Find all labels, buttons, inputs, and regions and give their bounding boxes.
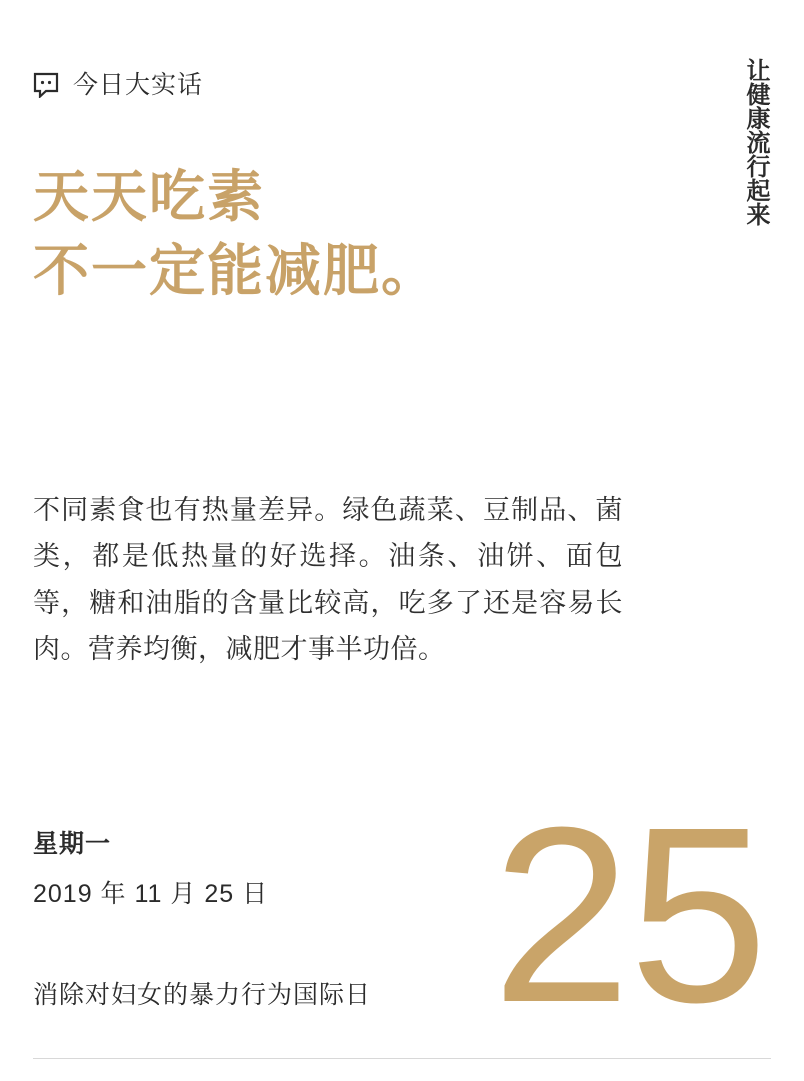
full-date-label: 2019 年 11 月 25 日 — [33, 880, 269, 908]
weekday-label: 星期一 — [33, 830, 112, 858]
headline-line-1: 天天吃素 — [33, 165, 265, 228]
bottom-divider — [33, 1058, 771, 1059]
headline-line-2: 不一定能减肥。 — [33, 239, 439, 303]
observance-label: 消除对妇女的暴力行为国际日 — [33, 981, 372, 1009]
speech-bubble-icon — [33, 72, 59, 98]
body-paragraph: 不同素食也有热量差异。绿色蔬菜、豆制品、菌类，都是低热量的好选择。油条、油饼、面包等，糖和油脂的含量比较高，吃多了还是容易长肉。营养均衡，减肥才事半功倍。 — [33, 495, 623, 665]
vertical-slogan: 让健康流行起来 — [742, 58, 769, 226]
header — [33, 72, 203, 98]
day-number: 25 — [491, 775, 766, 1054]
header-title: 今日大实话 — [73, 70, 204, 99]
headline — [33, 160, 439, 309]
